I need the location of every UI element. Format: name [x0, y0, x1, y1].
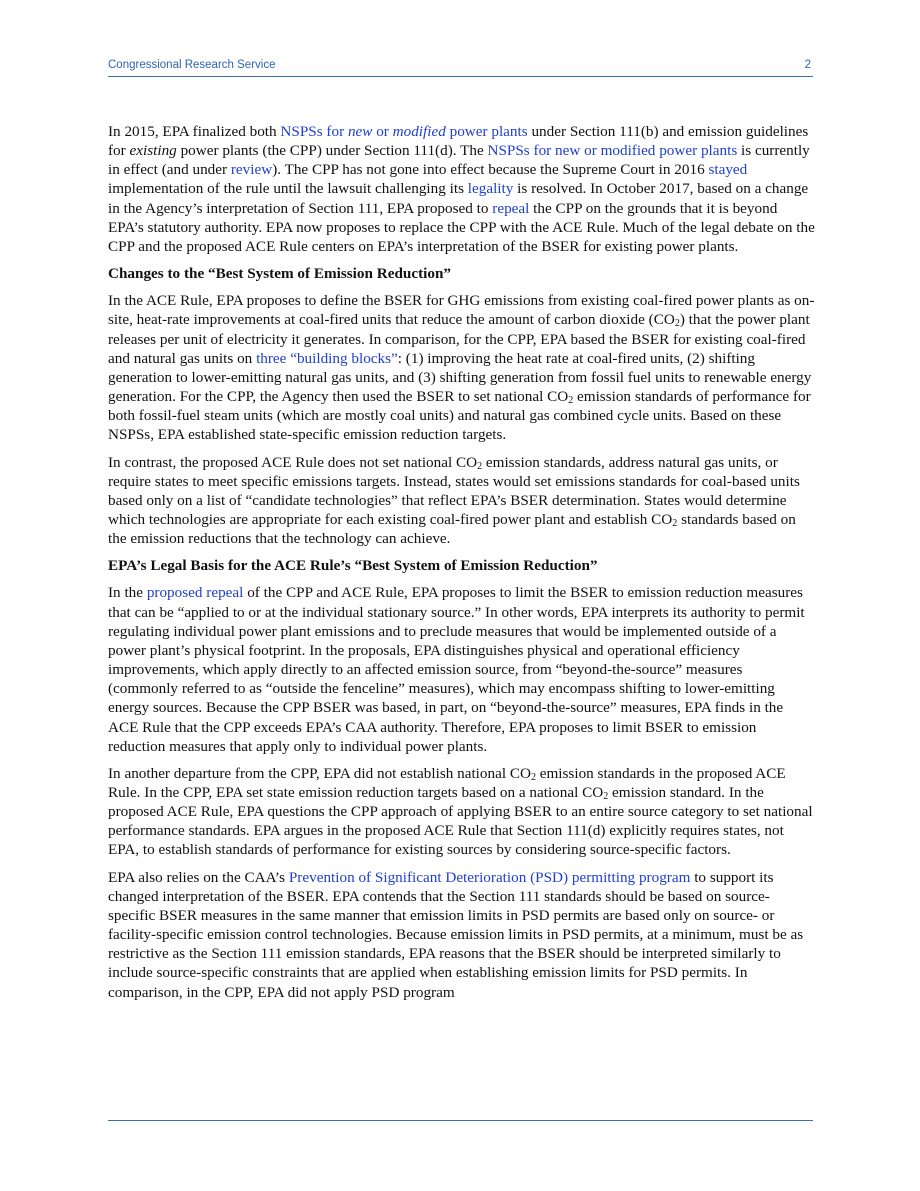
link-legality[interactable]: legality: [467, 180, 514, 198]
paragraph-2: In the ACE Rule, EPA proposes to define the BSER for GHG emissions from existing coal-fired power plants as on-site, heat-rate improvements at coal-fired units that reduce the amount of carbon dioxide $(CO_2)$ that the power plant releases per unit of electricity it generates. In comparison, for the CPP, EPA based the BSER for existing coal-fired and natural gas units on three “building blocks”: (1) improving the heat rate at coal-fired units, (2) shifting generation to lower-emitting natural gas units, and (3) shifting generation from fossil fuel units to renewable energy generation. For the CPP, the Agency then used the BSER to set national $CO_2$ emission standards of performance for both fossil-fuel steam units (which are mostly coal units) and natural gas combined cycle units. Based on these NSPSs, EPA established state-specific emission reduction targets.: [108, 292, 815, 444]
paragraph-1: In 2015, EPA finalized both NSPSs for new or modified power plants under Section 111(b) and emission guidelines for existing power plants (the CPP) under Section 111(d). The NSPSs for new or modified power plants is currently in effect (and under review). The CPP has not gone into effect because the Supreme Court in 2016 stayed implementation of the rule until the lawsuit challenging its legality is resolved. In October 2017, based on a change in the Agency’s interpretation of Section 111, EPA proposed to repeal the CPP on the grounds that it is beyond EPA’s statutory authority. EPA now proposes to replace the CPP with the ACE Rule. Much of the legal debate on the CPP and the proposed ACE Rule centers on EPA’s interpretation of the BSER for existing power plants.: [108, 123, 815, 255]
footer-divider: [108, 1120, 813, 1121]
link-nsps-in-effect[interactable]: NSPSs for new or modified power plants: [487, 142, 738, 160]
link-stayed[interactable]: stayed: [708, 161, 748, 179]
section-heading-bser-changes: Changes to the “Best System of Emission Reduction”: [108, 265, 451, 283]
link-review[interactable]: review: [230, 161, 273, 179]
document-body: [108, 122, 816, 1010]
link-psd-program[interactable]: Prevention of Significant Deterioration (PSD) permitting program: [288, 868, 691, 886]
page-header: [108, 58, 813, 77]
link-proposed-repeal[interactable]: proposed repeal: [146, 584, 244, 602]
paragraph-3: In contrast, the proposed ACE Rule does not set national $CO_2$ emission standards, address natural gas units, or require states to meet specific emissions targets. Instead, states would set emissions standards for coal-based units based only on a list of “candidate technologies” that reflect EPA’s BSER determination. States would determine which technologies are appropriate for each existing coal-fired power plant and establish $CO_2$ standards based on the emission reductions that the technology can achieve.: [108, 453, 800, 548]
paragraph-5: In another departure from the CPP, EPA did not establish national $CO_2$ emission standards in the proposed ACE Rule. In the CPP, EPA set state emission reduction targets based on a national $CO_2$ emission standard. In the proposed ACE Rule, EPA questions the CPP approach of applying BSER to an entire source category to set national performance standards. EPA argues in the proposed ACE Rule that Section 111(d) explicitly requires states, not EPA, to establish standards of performance for existing sources by considering source-specific factors.: [108, 764, 813, 859]
page-number: 2: [804, 59, 811, 71]
link-building-blocks[interactable]: three “building blocks”: [256, 349, 398, 367]
link-repeal[interactable]: repeal: [492, 199, 530, 217]
paragraph-6: EPA also relies on the CAA’s Prevention of Significant Deterioration (PSD) permitting program to support its changed interpretation of the BSER. EPA contends that the Section 111 standards should be based on source-specific BSER measures in the same manner that emission limits in PSD permits are based only on source- or facility-specific emission control technologies. Because emission limits in PSD permits, at a minimum, must be as restrictive as the Section 111 emission standards, EPA reasons that the BSER should be interpreted similarly to include source-specific constraints that are applied when establishing emission limits for PSD permits. In comparison, in the CPP, EPA did not apply PSD program: [108, 868, 804, 1001]
section-heading-legal-basis: EPA’s Legal Basis for the ACE Rule’s “Best System of Emission Reduction”: [108, 557, 598, 575]
link-nsps-new-modified[interactable]: NSPSs for new or modified power plants: [280, 123, 528, 140]
header-org-name: Congressional Research Service: [108, 59, 276, 71]
paragraph-4: In the proposed repeal of the CPP and ACE Rule, EPA proposes to limit the BSER to emission reduction measures that can be “applied to or at the individual stationary source.” In other words, EPA interprets its authority to permit regulating individual power plant emissions and to preclude measures that would be implemented outside of a power plant’s physical footprint. In the proposals, EPA distinguishes physical and operational efficiency improvements, which apply directly to an affected emission source, from “beyond-the-source” measures (commonly referred to as “outside the fenceline” measures), which may encompass shifting to lower-emitting energy sources. Because the CPP BSER was based, in part, on “beyond-the-source” measures, EPA finds in the ACE Rule that the CPP exceeds EPA’s CAA authority. Therefore, EPA proposes to limit BSER to emission reduction measures that apply only to individual power plants.: [108, 584, 805, 755]
